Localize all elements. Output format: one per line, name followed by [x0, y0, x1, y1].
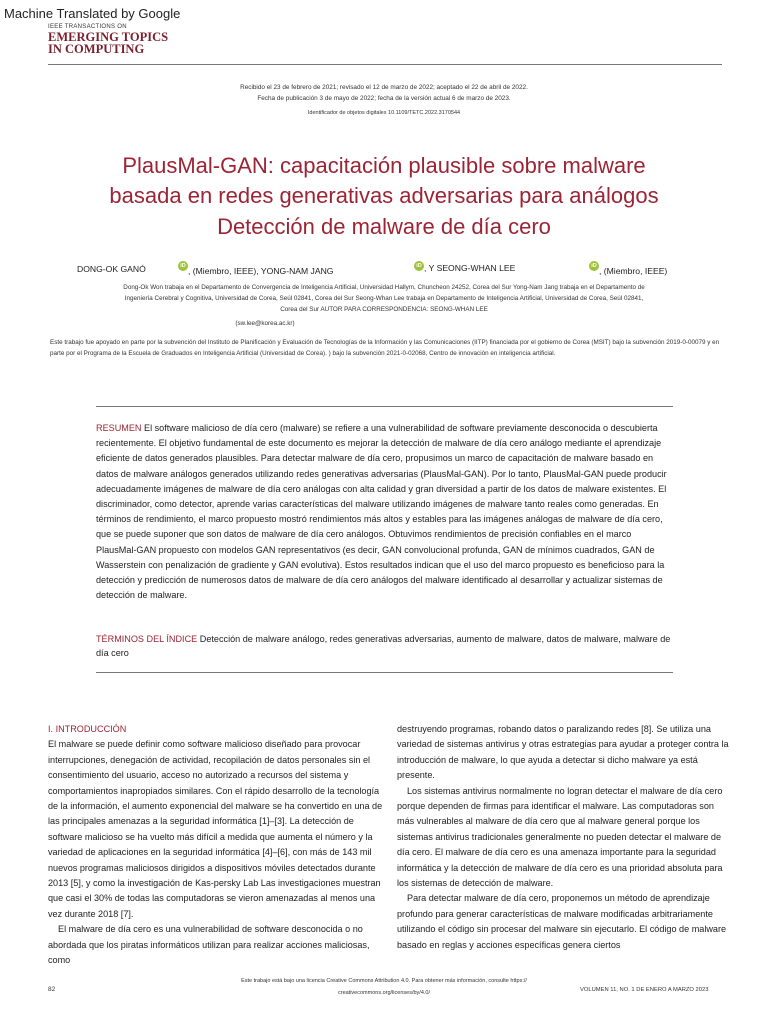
license-line1: Este trabajo está bajo una licencia Creative Commons Attribution 4.0. Para obtener más información, consulte https:// [241, 978, 527, 984]
funding-note: Este trabajo fue apoyado en parte por la subvención del Instituto de Planificación y Evaluación de Tecnologías de la Información y las Comunicaciones (IITP) financiada por el gobierno de Corea (MSIT) bajo la subvención 2019-0-00079 y en parte por el Programa de la Escuela de Graduados en Inteligencia Artificial (Universidad de Corea). ) bajo la subvención 2021-0-02068, Centro de innovación en inteligencia artificial. [50, 339, 720, 357]
publication-dates: Fecha de publicación 3 de mayo de 2022; fecha de la versión actual 6 de marzo de 2023. [257, 95, 511, 102]
affiliations: Dong-Ok Won trabaja en el Departamento de Convergencia de Inteligencia Artificial, Universidad Hallym, Chuncheon 24252, Corea del Sur Yong-Nam Jang trabaja en el Departamento de Ingeniería Cerebral y Cognitiva, Universidad de Corea, Seúl 02841, Corea del Sur Seong-Whan Lee trabaja en Departamento de Inteligencia Artificial, Universidad de Corea, Seúl 02841, Corea del Sur AUTOR PARA CORRESPONDENCIA: SEONG-WHAN LEE [123, 284, 645, 313]
abstract-text: El software malicioso de día cero (malware) se refiere a una vulnerabilidad de software previamente desconocida o descubierta recientemente. El objetivo fundamental de este documento es mejorar la detección de malware de día cero análogo mediante el aprendizaje eficiente de datos generados plausibles. Para detectar malware de día cero, propusimos un marco de capacitación de malware basado en datos de malware análogos generados utilizando redes generativas adversarias (PlausMal-GAN). Por lo tanto, PlausMal-GAN puede producir adecuadamente imágenes de malware de día cero análogas con alta calidad y gran diversidad a partir de los datos de malware existentes. El discriminador, como detector, aprende varias características del malware utilizando imágenes de malware tanto reales como generadas. En términos de rendimiento, el marco propuesto mostró rendimientos más altos y estables para las imágenes análogas de malware de día cero, que se puede suponer que son datos de malware de día cero análogos. Obtuvimos rendimientos de precisión confiables en el marco PlausMal-GAN propuesto con modelos GAN representativos (es decir, GAN convolucional profunda, GAN de mínimos cuadrados, GAN de Wasserstein con penalización de gradiente y GAN evolutiva). Estos resultados indican que el uso del marco propuesto es beneficioso para la detección y predicción de numerosos datos de malware de día cero análogos del malware identificado al desarrollar y actualizar sistemas de detección de malware. [96, 423, 667, 601]
license-link[interactable]: creativecommons.org/licenses/by/4.0/ [337, 990, 430, 996]
journal-name-line2: IN COMPUTING [48, 42, 145, 56]
author-3: , Y SEONG-WHAN LEE [424, 263, 516, 273]
header-rule [48, 64, 722, 65]
orcid-icon[interactable]: iD [589, 261, 599, 271]
orcid-icon[interactable]: iD [414, 261, 424, 271]
abstract-label: RESUMEN [96, 423, 142, 433]
abstract-bottom-rule [96, 672, 673, 673]
author-4: , (Miembro, IEEE) [599, 266, 668, 276]
index-terms-label: TÉRMINOS DEL ÍNDICE [96, 634, 198, 644]
paragraph: destruyendo programas, robando datos o paralizando redes [8]. Se utiliza una variedad de sistemas antivirus y otras estrategias para ayudar a proteger contra la introducción de malware, lo que ayuda a detectar si dicho malware ya está presente. [397, 724, 729, 781]
body-right-column [397, 722, 729, 953]
body-left-column [48, 722, 388, 969]
abstract [96, 421, 671, 603]
orcid-icon[interactable]: iD [178, 261, 188, 271]
journal-prefix: IEEE TRANSACTIONS ON [48, 24, 127, 30]
abstract-top-rule [96, 406, 673, 407]
section-heading: I. INTRODUCCIÓN [48, 724, 127, 734]
paragraph: Para detectar malware de día cero, proponemos un método de aprendizaje profundo para generar características de malware modificadas arbitrariamente utilizando el código sin procesar del malware sin ejecutarlo. El código de malware basado en reglas y acciones específicas genera ciertos [397, 893, 727, 950]
paragraph: El malware de día cero es una vulnerabilidad de software desconocida o no abordada que los piratas informáticos utilizan para realizar acciones maliciosas, como [48, 924, 370, 966]
volume-info: VOLUMEN 11, NO. 1 DE ENERO A MARZO 2023 [580, 987, 709, 993]
received-dates: Recibido el 23 de febrero de 2021; revisado el 12 de marzo de 2022; aceptado el 22 de abril de 2022. [240, 84, 528, 91]
page-number: 82 [48, 986, 56, 993]
journal-name-line1: EMERGING TOPICS [48, 30, 169, 44]
index-terms [96, 632, 671, 660]
machine-translation-banner: Machine Translated by Google [4, 6, 181, 21]
paragraph: Los sistemas antivirus normalmente no logran detectar el malware de día cero porque dependen de firmas para identificar el malware. Las computadoras son más vulnerables al malware de día cero que al malware general porque los sistemas antivirus tradicionales generalmente no pueden detectar el malware de día cero. El malware de día cero es una amenaza importante para la seguridad informática y la detección de malware de día cero es una prioridad absoluta para los sistemas de detección de malware. [397, 785, 723, 889]
corresponding-email: (sw.lee@korea.ac.kr) [235, 320, 295, 327]
title-line3: Detección de malware de día cero [217, 214, 551, 239]
title-line2: basada en redes generativas adversarias para análogos [109, 183, 659, 208]
author-1: DONG-OK GANÓ [77, 264, 146, 274]
author-2: , (Miembro, IEEE), YONG-NAM JANG [188, 266, 334, 276]
title-line1: PlausMal-GAN: capacitación plausible sobre malware [122, 153, 646, 178]
paragraph: El malware se puede definir como software malicioso diseñado para provocar interrupciones, denegación de actividad, recopilación de datos personales sin el consentimiento del usuario, acceso no autorizado a recursos del sistema y comportamientos inapropiados similares. Con el rápido desarrollo de la tecnología de la información, el aumento exponencial del malware se ha convertido en una de las principales amenazas a la seguridad informática [1]–[3]. La detección de software malicioso se ha vuelto más difícil a medida que aumenta el número y la variedad de aplicaciones en la seguridad informática [4]–[6], con más de 143 mil nuevos programas maliciosos dirigidos a dispositivos móviles detectados durante 2013 [5], y como la investigación de Kas-persky Lab Las investigaciones muestran que casi el 30% de todas las computadoras se vieron amenazadas al menos una vez durante 2018 [7]. [48, 739, 383, 919]
index-terms-text: Detección de malware análogo, redes generativas adversarias, aumento de malware, datos de malware, malware de día cero [96, 634, 671, 658]
doi: Identificador de objetos digitales 10.1109/TETC.2022.3170544 [307, 110, 461, 116]
